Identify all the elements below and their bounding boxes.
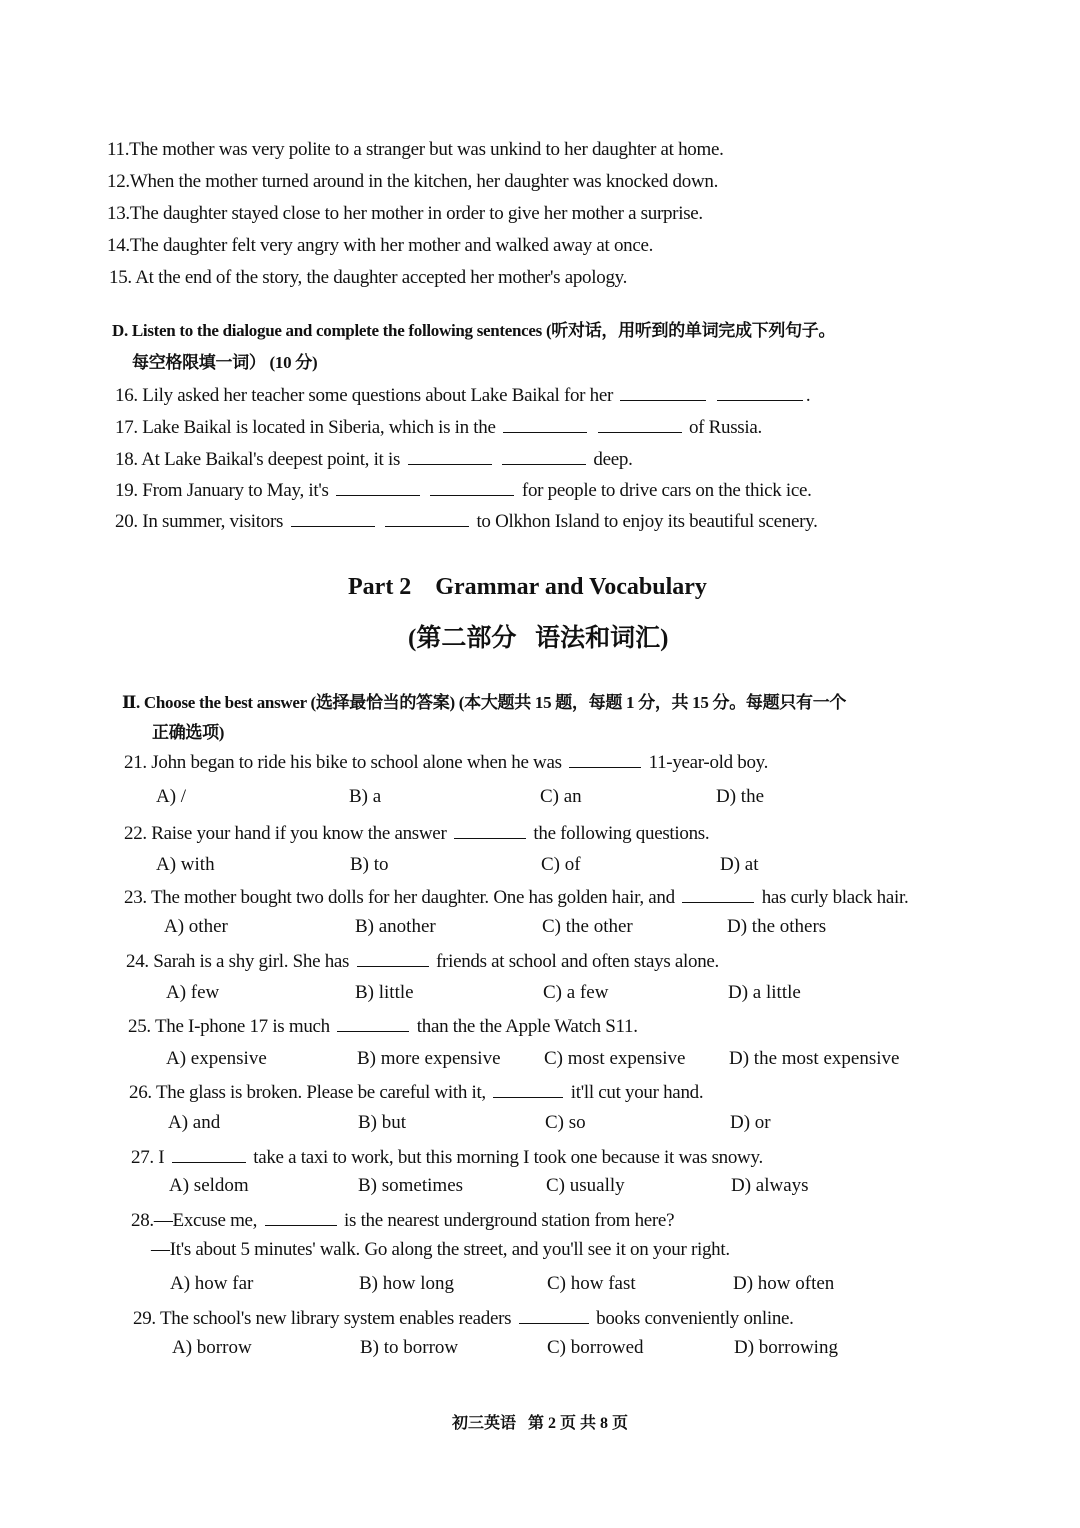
option-b[interactable]: B) little [355,982,414,1003]
option-c[interactable]: C) usually [546,1175,625,1196]
section-ii-heading: Ⅱ. Choose the best answer (选择最恰当的答案) (本大题共 15 题，每题 1 分，共 15 分。每题只有一个 [122,693,847,712]
option-c[interactable]: C) so [545,1112,586,1133]
answer-blank[interactable] [493,1079,563,1098]
tf-item-13: 13.The daughter stayed close to her mother in order to give her mother a surprise. [107,203,703,224]
question-text: than the the Apple Watch S11. [416,1016,638,1037]
question-text: 23. The mother bought two dolls for her daughter. One has golden hair, and [124,887,675,908]
fill-item-text: 20. In summer, visitors [115,511,284,532]
answer-blank[interactable] [291,508,375,527]
question-text: it'll cut your hand. [570,1082,704,1103]
question-text: 24. Sarah is a shy girl. She has [126,951,350,972]
fill-item-text: for people to drive cars on the thick ice. [521,480,812,501]
question-28-reply: —It's about 5 minutes' walk. Go along the street, and you'll see it on your right. [151,1239,730,1260]
option-b[interactable]: B) sometimes [358,1175,464,1196]
question-text: 29. The school's new library system enables readers [133,1308,512,1329]
fill-item-text: to Olkhon Island to enjoy its beautiful scenery. [476,511,818,532]
question-text: 25. The I-phone 17 is much [128,1016,330,1037]
option-a[interactable]: A) seldom [169,1175,249,1196]
fill-item-19 [115,477,812,502]
answer-blank[interactable] [717,382,803,401]
question-24 [126,948,719,973]
answer-blank[interactable] [682,884,754,903]
question-text: books conveniently online. [596,1308,794,1329]
option-a[interactable]: A) / [156,786,187,807]
answer-blank[interactable] [454,820,526,839]
question-23 [124,884,908,909]
tf-item-14: 14.The daughter felt very angry with her mother and walked away at once. [107,235,654,256]
option-d[interactable]: D) the most expensive [729,1048,900,1069]
fill-item-text: 19. From January to May, it's [115,480,329,501]
question-28 [131,1207,674,1232]
option-d[interactable]: D) a little [728,982,801,1003]
page-footer: 初三英语 第 2 页 共 8 页 [451,1415,628,1432]
option-d[interactable]: D) always [731,1175,809,1196]
question-29 [133,1305,794,1330]
fill-item-text: 16. Lily asked her teacher some questions about Lake Baikal for her [115,385,614,406]
question-21 [124,749,768,774]
question-26 [129,1079,703,1104]
answer-blank[interactable] [620,382,706,401]
question-27 [131,1144,763,1169]
answer-blank[interactable] [408,446,492,465]
option-b[interactable]: B) more expensive [357,1048,501,1069]
question-text: 21. John began to ride his bike to school alone when he was [124,752,562,773]
fill-item-17 [115,414,762,439]
answer-blank[interactable] [569,749,641,768]
fill-item-text: 18. At Lake Baikal's deepest point, it is [115,449,401,470]
question-text: friends at school and often stays alone. [436,951,719,972]
option-a[interactable]: A) how far [170,1273,254,1294]
option-b[interactable]: B) to borrow [360,1337,459,1358]
option-b[interactable]: B) another [355,916,436,937]
fill-item-text: of Russia. [688,417,762,438]
section-d-heading-2: 每空格限填一词） (10 分) [132,353,318,372]
section-ii-heading-2: 正确选项) [152,723,225,742]
tf-item-12: 12.When the mother turned around in the kitchen, her daughter was knocked down. [107,171,719,192]
question-text: is the nearest underground station from here? [344,1210,675,1231]
question-text: 27. I [131,1147,165,1168]
option-a[interactable]: A) expensive [166,1048,267,1069]
option-a[interactable]: A) and [168,1112,221,1133]
answer-blank[interactable] [519,1305,589,1324]
option-a[interactable]: A) with [156,854,215,875]
question-text: 28.—Excuse me, [131,1210,258,1231]
answer-blank[interactable] [336,477,420,496]
question-text: the following questions. [533,823,710,844]
answer-blank[interactable] [598,414,682,433]
option-c[interactable]: C) a few [543,982,609,1003]
option-b[interactable]: B) how long [359,1273,454,1294]
fill-item-text: 17. Lake Baikal is located in Siberia, which is in the [115,417,496,438]
answer-blank[interactable] [172,1144,246,1163]
tf-item-15: 15. At the end of the story, the daughter accepted her mother's apology. [109,267,628,288]
fill-item-20 [115,508,818,533]
fill-item-16 [115,382,810,407]
option-d[interactable]: D) the others [727,916,827,937]
option-a[interactable]: A) few [166,982,220,1003]
part2-title: Part 2 Grammar and Vocabulary [348,574,707,600]
option-c[interactable]: C) an [540,786,582,807]
option-d[interactable]: D) how often [733,1273,835,1294]
option-d[interactable]: D) at [720,854,759,875]
question-text: 26. The glass is broken. Please be careful with it, [129,1082,486,1103]
section-d-heading: D. Listen to the dialogue and complete the following sentences (听对话，用听到的单词完成下列句子。 [112,321,836,340]
answer-blank[interactable] [502,446,586,465]
answer-blank[interactable] [357,948,429,967]
answer-blank[interactable] [430,477,514,496]
answer-blank[interactable] [265,1207,337,1226]
option-b[interactable]: B) but [358,1112,407,1133]
option-c[interactable]: C) of [541,854,581,875]
option-a[interactable]: A) other [164,916,228,937]
question-text: 11-year-old boy. [648,752,769,773]
fill-item-text: . [805,385,811,406]
answer-blank[interactable] [337,1013,409,1032]
answer-blank[interactable] [385,508,469,527]
option-c[interactable]: C) the other [542,916,633,937]
question-25 [128,1013,638,1038]
tf-item-11: 11.The mother was very polite to a stranger but was unkind to her daughter at home. [107,139,724,160]
option-c[interactable]: C) borrowed [547,1337,644,1358]
option-d[interactable]: D) borrowing [734,1337,838,1358]
option-c[interactable]: C) most expensive [544,1048,686,1069]
option-d[interactable]: D) the [716,786,765,807]
question-text: take a taxi to work, but this morning I took one because it was snowy. [253,1147,763,1168]
option-c[interactable]: C) how fast [547,1273,636,1294]
answer-blank[interactable] [503,414,587,433]
question-text: has curly black hair. [761,887,909,908]
option-b[interactable]: B) to [350,854,389,875]
option-b[interactable]: B) a [349,786,382,807]
option-d[interactable]: D) or [730,1112,771,1133]
option-a[interactable]: A) borrow [172,1337,252,1358]
part2-title-cn: (第二部分 语法和词汇) [408,625,669,652]
fill-item-18 [115,446,633,471]
fill-item-text: deep. [593,449,633,470]
question-text: 22. Raise your hand if you know the answer [124,823,447,844]
question-22 [124,820,709,845]
